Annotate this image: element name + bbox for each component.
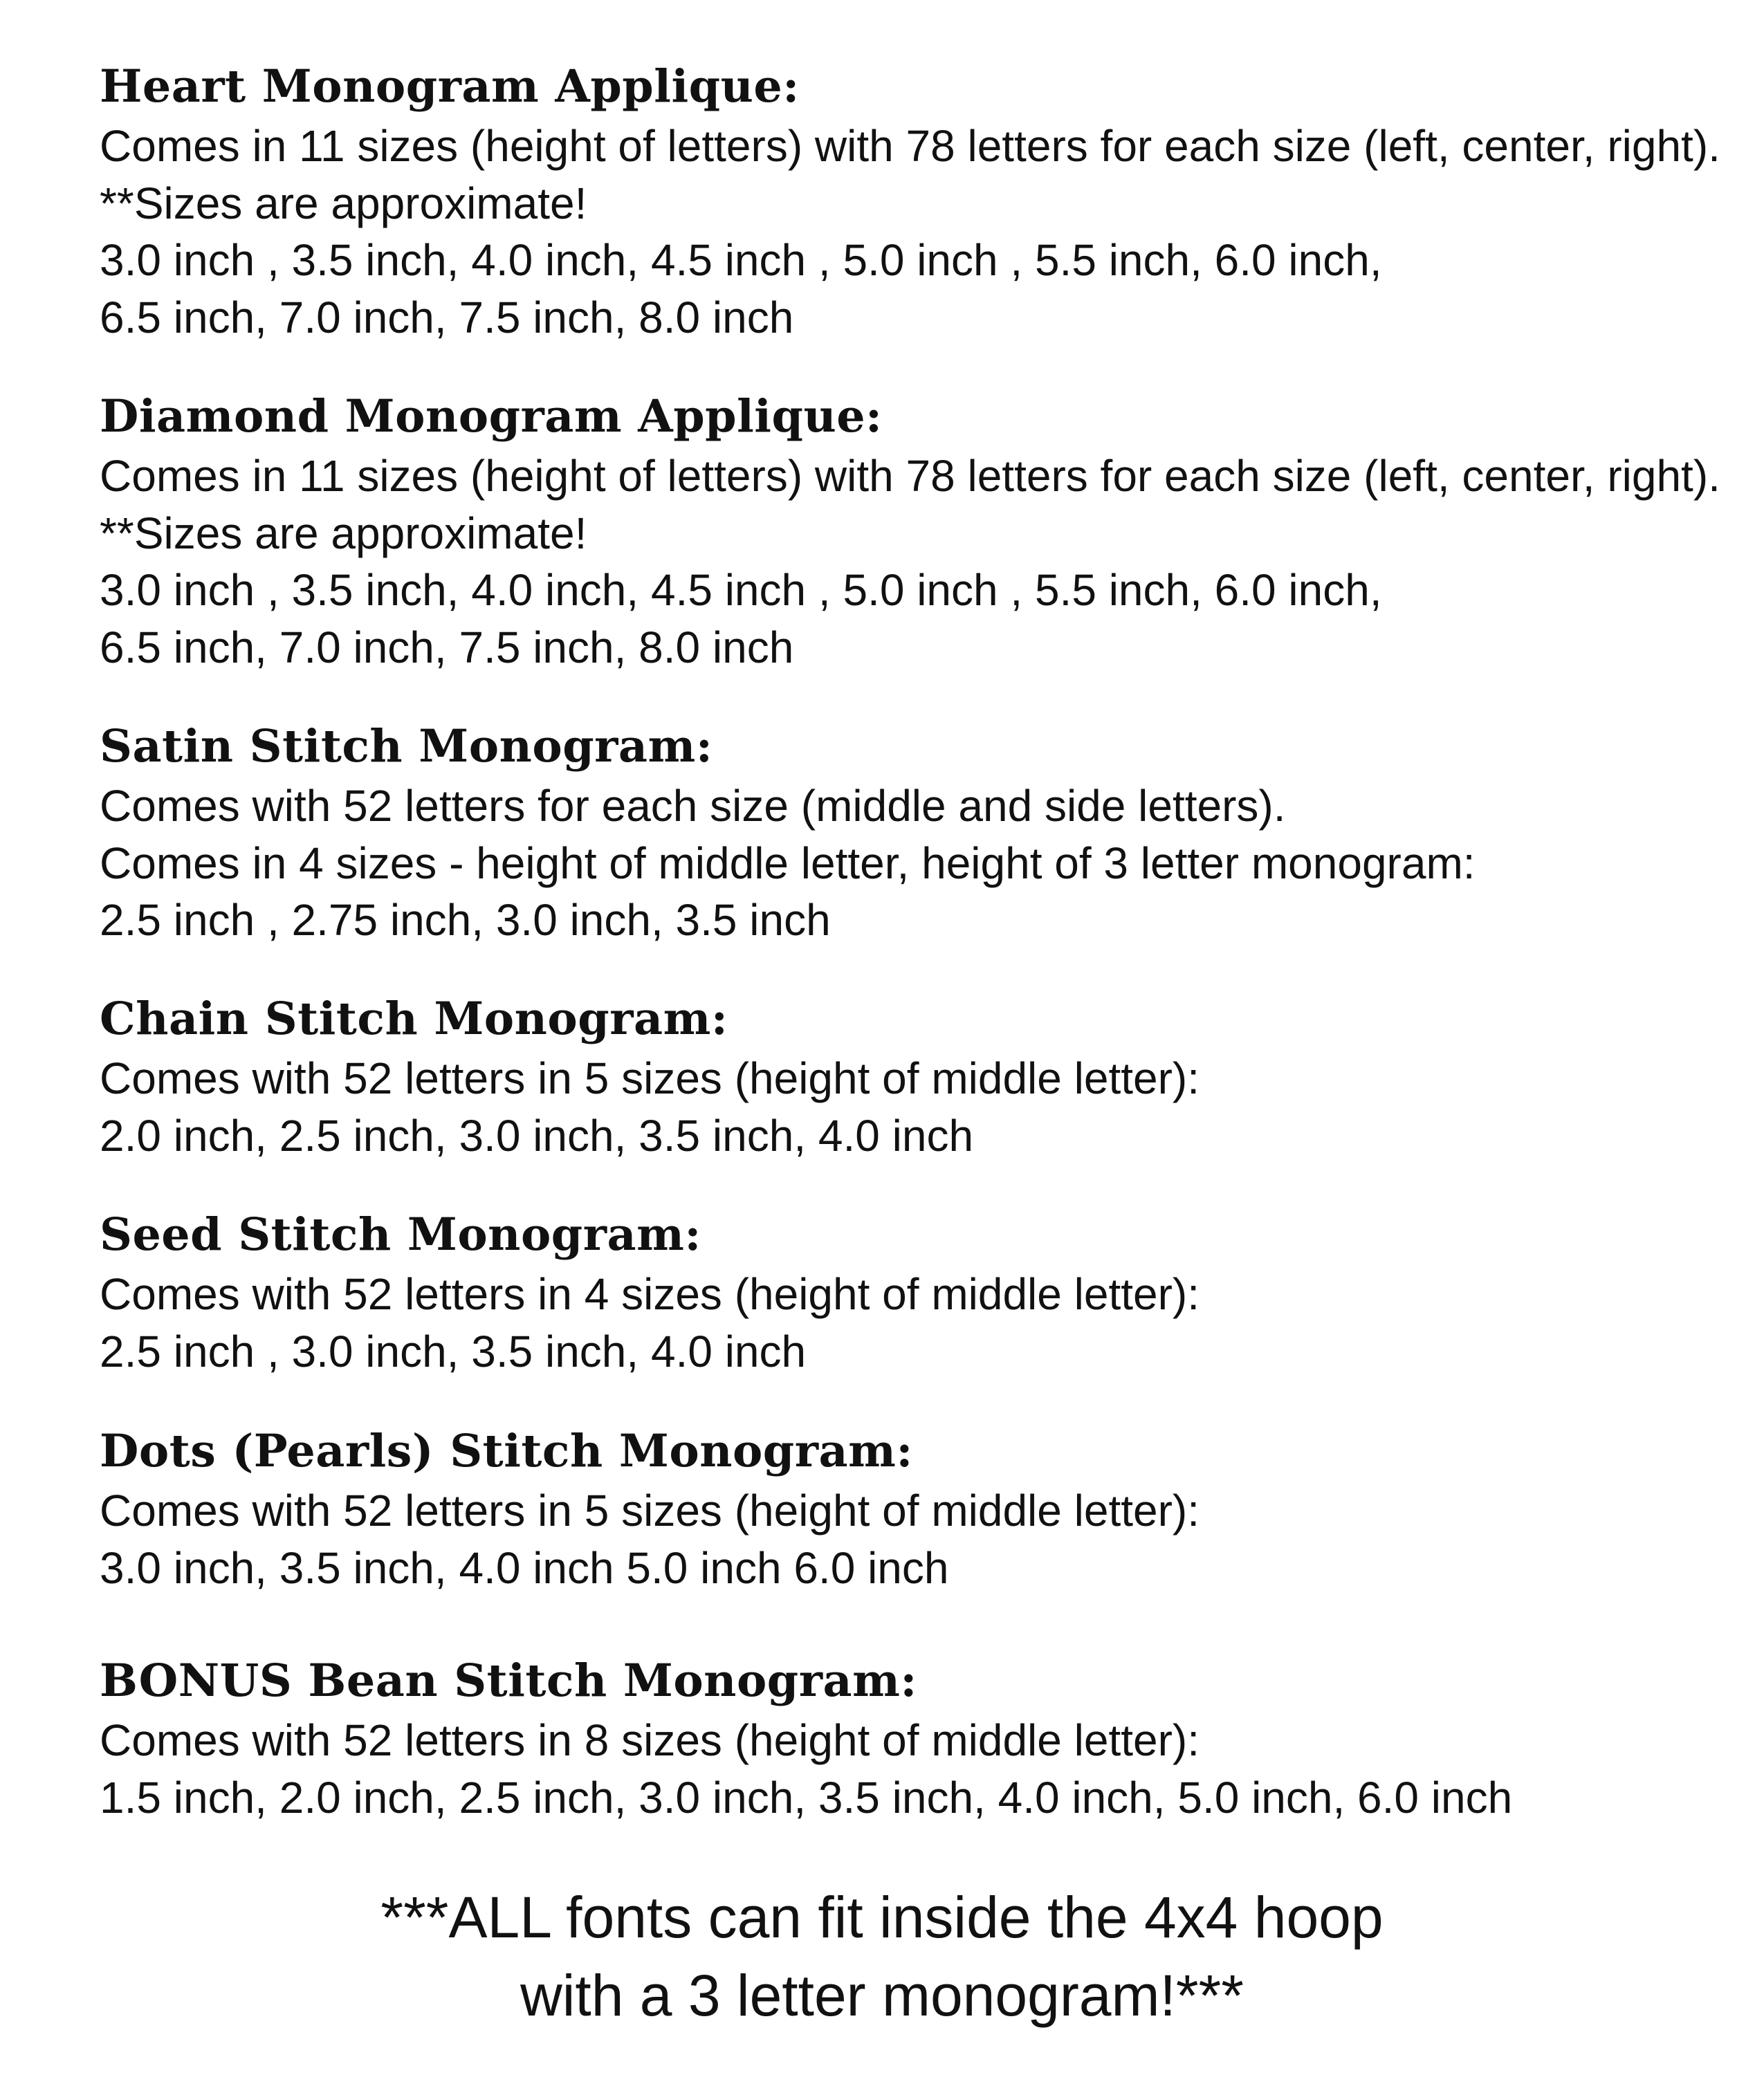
section-bean-stitch-monogram — [100, 1650, 1746, 1826]
section-line: 1.5 inch, 2.0 inch, 2.5 inch, 3.0 inch, 3.5 inch, 4.0 inch, 5.0 inch, 6.0 inch — [100, 1772, 1513, 1823]
section-line: Comes with 52 letters for each size (middle and side letters). — [100, 781, 1286, 831]
section-line: **Sizes are approximate! — [100, 178, 587, 228]
footer-note — [0, 1879, 1764, 2035]
section-title: Chain Stitch Monogram: — [100, 993, 728, 1045]
section-line: Comes in 11 sizes (height of letters) with 78 letters for each size (left, center, right). — [100, 451, 1720, 501]
section-line: Comes with 52 letters in 8 sizes (height of middle letter): — [100, 1715, 1200, 1765]
section-title: Seed Stitch Monogram: — [100, 1208, 701, 1261]
section-line: 3.0 inch , 3.5 inch, 4.0 inch, 4.5 inch , 5.0 inch , 5.5 inch, 6.0 inch, — [100, 235, 1382, 285]
footer-line-2: with a 3 letter monogram!*** — [520, 1963, 1244, 2028]
section-heart-monogram — [100, 55, 1746, 346]
section-title: Diamond Monogram Applique: — [100, 390, 883, 443]
section-line: Comes with 52 letters in 5 sizes (height of middle letter): — [100, 1486, 1200, 1536]
section-title: Dots (Pearls) Stitch Monogram: — [100, 1425, 913, 1477]
section-line: 2.5 inch , 2.75 inch, 3.0 inch, 3.5 inch — [100, 895, 831, 945]
section-title: Satin Stitch Monogram: — [100, 720, 713, 773]
section-line: Comes with 52 letters in 4 sizes (height of middle letter): — [100, 1269, 1200, 1319]
section-satin-stitch-monogram — [100, 715, 1746, 949]
section-line: 3.0 inch, 3.5 inch, 4.0 inch 5.0 inch 6.0 inch — [100, 1542, 949, 1593]
footer-line-1: ***ALL fonts can fit inside the 4x4 hoop — [380, 1885, 1384, 1950]
section-line: 6.5 inch, 7.0 inch, 7.5 inch, 8.0 inch — [100, 622, 794, 672]
section-title: Heart Monogram Applique: — [100, 60, 800, 113]
section-line: Comes in 11 sizes (height of letters) with 78 letters for each size (left, center, right). — [100, 121, 1720, 171]
section-line: Comes in 4 sizes - height of middle letter, height of 3 letter monogram: — [100, 838, 1476, 888]
section-seed-stitch-monogram — [100, 1204, 1746, 1380]
section-line: Comes with 52 letters in 5 sizes (height of middle letter): — [100, 1053, 1200, 1103]
section-diamond-monogram — [100, 385, 1746, 676]
section-title: BONUS Bean Stitch Monogram: — [100, 1654, 917, 1707]
section-chain-stitch-monogram — [100, 988, 1746, 1164]
section-line: 2.5 inch , 3.0 inch, 3.5 inch, 4.0 inch — [100, 1326, 807, 1376]
section-dots-stitch-monogram — [100, 1420, 1746, 1596]
section-line: 6.5 inch, 7.0 inch, 7.5 inch, 8.0 inch — [100, 292, 794, 342]
section-line: **Sizes are approximate! — [100, 508, 587, 558]
section-line: 3.0 inch , 3.5 inch, 4.0 inch, 4.5 inch , 5.0 inch , 5.5 inch, 6.0 inch, — [100, 565, 1382, 615]
section-line: 2.0 inch, 2.5 inch, 3.0 inch, 3.5 inch, 4.0 inch — [100, 1110, 974, 1161]
